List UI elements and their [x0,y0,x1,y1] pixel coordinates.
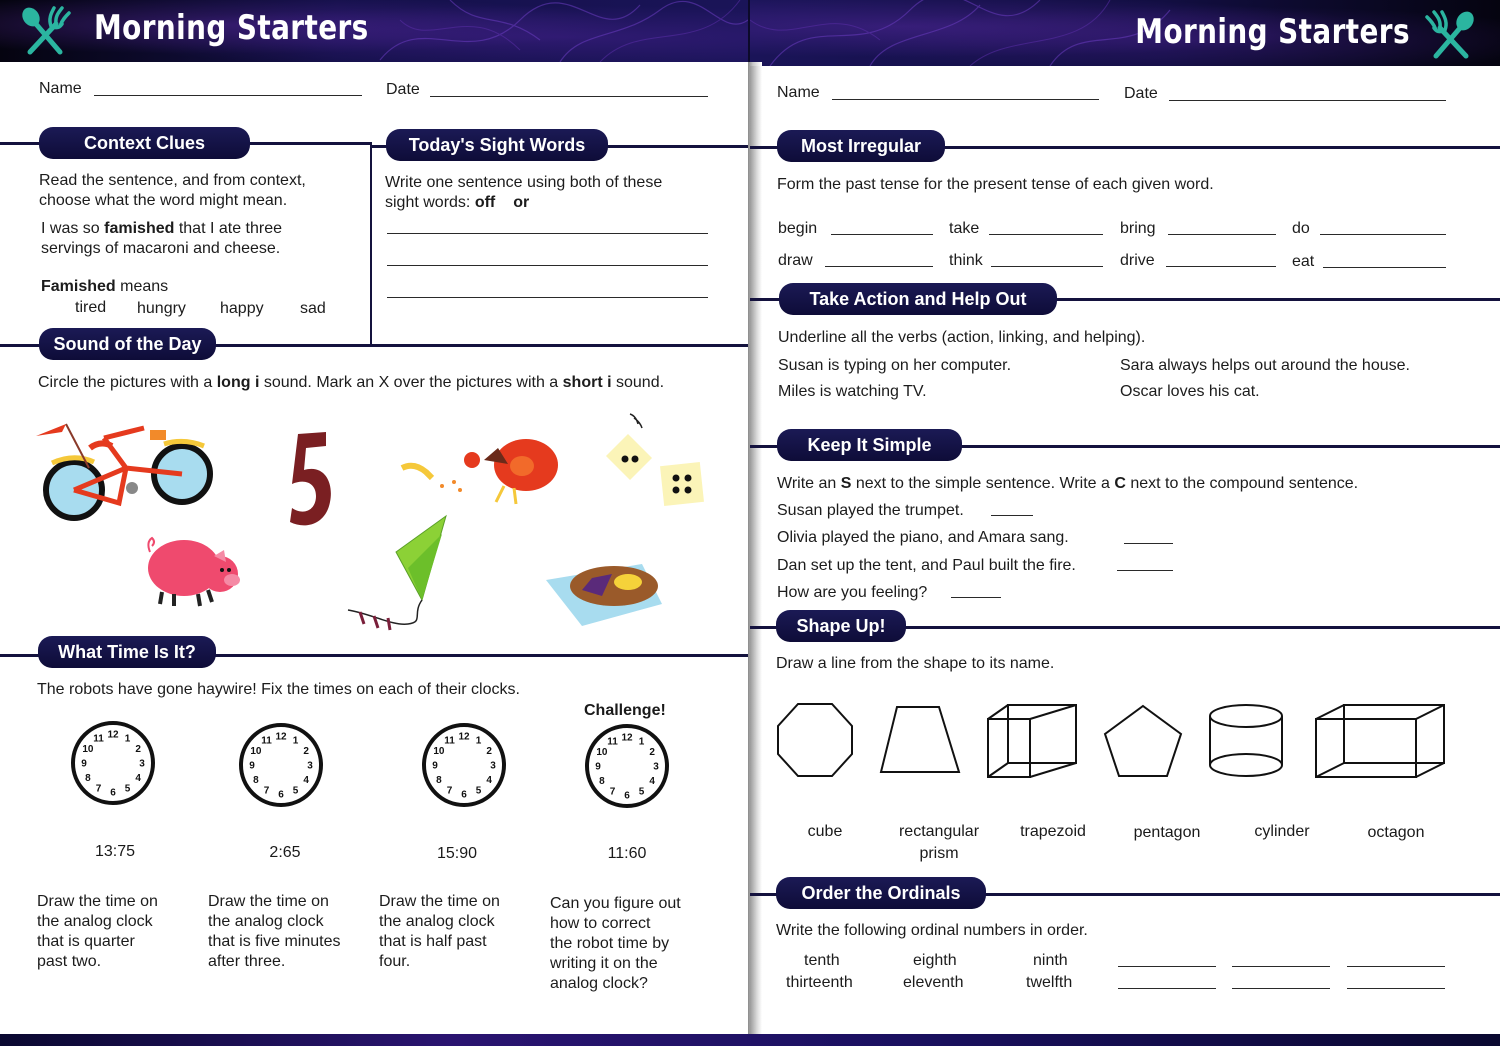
date-field[interactable] [430,96,708,97]
clock-numeral: 4 [303,775,309,786]
clock-numeral: 11 [93,733,104,745]
clock-numeral: 6 [110,787,116,799]
clock-numeral: 8 [599,776,605,787]
clock-numeral: 12 [275,731,287,743]
fork-spoon-icon [1424,8,1478,60]
ordinal-answer-2[interactable] [1232,966,1330,967]
word-bring: bring [1120,220,1156,237]
date-field-right[interactable] [1169,100,1446,101]
keep-simple-instruction: Write an S next to the simple sentence. Write a C next to the compound sentence. [777,475,1359,492]
shape-instruction: Draw a line from the shape to its name. [776,655,1055,672]
clock-numeral: 6 [461,789,467,801]
robot-time-1: 13:75 [94,843,136,860]
clock-desc-1: Draw the time on the analog clock that is quarter past two. [37,893,158,970]
sentence-simple-3: Dan set up the tent, and Paul built the fire. [777,557,1076,574]
clock-numeral: 7 [609,786,616,798]
ordinal-answer-6[interactable] [1347,988,1445,989]
answer-begin[interactable] [831,234,933,235]
clock-numeral: 5 [292,785,299,797]
ordinal-eighth: eighth [913,952,957,969]
robot-time-2: 2:65 [269,844,301,861]
sight-instruction-1: Write one sentence using both of these [385,174,663,191]
context-sentence-1: I was so famished that I ate three [41,220,283,237]
clock-numeral: 12 [458,731,470,743]
robot-time-4: 11:60 [607,845,647,862]
clock-numeral: 3 [307,760,313,772]
clock-numeral: 5 [124,783,131,795]
clock-numeral: 2 [135,744,141,755]
sound-instruction: Circle the pictures with a long i sound. Mark an X over the pictures with a short i sound. [38,374,665,391]
chicken-picture[interactable] [396,430,566,510]
context-instruction-2: choose what the word might mean. [39,192,288,209]
answer-draw[interactable] [825,266,933,267]
pig-picture[interactable] [142,534,242,610]
kite-picture[interactable] [342,514,452,632]
clock-numeral: 4 [649,776,655,787]
clock-numeral: 8 [436,775,442,786]
answer-sentence-3[interactable] [1117,570,1173,571]
rectangular-prism-shape[interactable] [1314,703,1446,779]
date-label: Date [386,81,420,98]
word-eat: eat [1292,253,1315,270]
section-title-keep-simple: Keep It Simple [777,429,962,461]
clock-desc-4: Can you figure out how to correct the robot time by writing it on the analog clock? [550,895,681,992]
clock-numeral: 7 [95,783,102,795]
footer-band [0,1034,1500,1046]
choice-hungry[interactable]: hungry [137,300,186,317]
word-think: think [949,252,983,269]
bike-picture[interactable] [34,418,214,526]
robot-time-3: 15:90 [436,845,478,862]
ordinal-answer-4[interactable] [1118,988,1216,989]
clock-numeral: 12 [621,732,633,744]
ordinal-answer-5[interactable] [1232,988,1330,989]
clock-numeral: 10 [596,747,608,758]
word-draw: draw [778,252,813,269]
ordinal-answer-3[interactable] [1347,966,1445,967]
challenge-label: Challenge! [584,702,666,719]
clock-desc-2: Draw the time on the analog clock that is five minutes after three. [208,893,341,970]
clock-numeral: 1 [124,733,131,745]
clock-numeral: 7 [446,785,453,797]
clock-numeral: 11 [261,735,272,747]
irregular-instruction: Form the past tense for the present tense of each given word. [777,176,1214,193]
number-five-picture[interactable] [284,430,334,530]
analog-clock-2[interactable] [238,722,324,808]
clock-numeral: 9 [81,758,87,770]
sight-answer-line-1[interactable] [387,233,708,234]
verb-sentence-3[interactable]: Sara always helps out around the house. [1120,357,1410,374]
clock-numeral: 10 [250,746,262,757]
clock-numeral: 10 [433,746,445,757]
pentagon-shape[interactable] [1103,704,1183,778]
header-band-right [750,0,1500,66]
clock-numeral: 11 [607,736,618,748]
ordinal-tenth: tenth [804,952,840,969]
sight-answer-line-2[interactable] [387,265,708,266]
dice-picture[interactable] [600,412,710,512]
name-field[interactable] [94,95,362,96]
answer-sentence-2[interactable] [1124,543,1173,544]
clock-numeral: 1 [638,736,645,748]
clock-numeral: 10 [82,744,94,755]
ordinals-instruction: Write the following ordinal numbers in order. [776,922,1088,939]
verb-sentence-2[interactable]: Miles is watching TV. [778,383,927,400]
clock-numeral: 11 [444,735,455,747]
cube-shape[interactable] [986,703,1078,779]
sight-answer-line-3[interactable] [387,297,708,298]
section-title-sound-of-day: Sound of the Day [39,328,216,360]
shape-name-pentagon[interactable]: pentagon [1133,824,1201,841]
shape-name-trapezoid[interactable]: trapezoid [1020,823,1086,840]
answer-take[interactable] [989,234,1103,235]
ordinal-eleventh: eleventh [903,974,964,991]
column-divider [370,142,372,344]
shape-name-cylinder[interactable]: cylinder [1254,823,1310,840]
ordinal-thirteenth: thirteenth [786,974,853,991]
date-label-right: Date [1124,85,1158,102]
context-sentence-2: servings of macaroni and cheese. [41,240,281,257]
answer-do[interactable] [1320,234,1446,235]
answer-sentence-1[interactable] [991,515,1033,516]
section-title-context-clues: Context Clues [39,127,250,159]
section-title-most-irregular: Most Irregular [777,130,945,162]
pie-picture[interactable] [542,560,666,630]
sentence-simple-2: Olivia played the piano, and Amara sang. [777,529,1069,546]
sentence-simple-4: How are you feeling? [777,584,928,601]
clock-numeral: 2 [649,747,655,758]
header-band-left [0,0,748,62]
octagon-shape[interactable] [776,702,854,778]
clock-numeral: 3 [653,761,659,773]
word-do: do [1292,220,1310,237]
section-title-take-action: Take Action and Help Out [779,283,1057,315]
clock-numeral: 3 [139,758,145,770]
choice-sad[interactable]: sad [300,300,326,317]
analog-clock-1[interactable] [70,720,156,806]
section-title-ordinals: Order the Ordinals [776,877,986,909]
clock-numeral: 6 [278,789,284,801]
ordinal-answer-1[interactable] [1118,966,1216,967]
time-instruction: The robots have gone haywire! Fix the times on each of their clocks. [37,681,520,698]
clock-numeral: 8 [85,773,91,784]
answer-eat[interactable] [1323,267,1446,268]
section-title-sight-words: Today's Sight Words [386,129,608,161]
shape-name-rectangular-prism[interactable]: rectangular prism [898,823,980,862]
answer-sentence-4[interactable] [951,597,1001,598]
choice-happy[interactable]: happy [220,300,264,317]
verb-sentence-4[interactable]: Oscar loves his cat. [1120,383,1260,400]
answer-bring[interactable] [1168,234,1276,235]
word-drive: drive [1120,252,1155,269]
word-begin: begin [778,220,818,237]
section-title-shape-up: Shape Up! [776,610,906,642]
clock-numeral: 3 [490,760,496,772]
header-title-left: Morning Starters [94,8,369,48]
answer-drive[interactable] [1166,266,1276,267]
choice-tired[interactable]: tired [75,299,107,316]
clock-numeral: 12 [107,729,119,741]
clock-numeral: 1 [292,735,299,747]
context-instruction-1: Read the sentence, and from context, [39,172,306,189]
verb-sentence-1[interactable]: Susan is typing on her computer. [778,357,1012,374]
clock-numeral: 9 [595,761,601,773]
cylinder-shape[interactable] [1207,703,1285,779]
ordinal-ninth: ninth [1033,952,1068,969]
clock-desc-3: Draw the time on the analog clock that is half past four. [379,893,500,970]
ordinal-twelfth: twelfth [1026,974,1073,991]
clock-numeral: 7 [263,785,270,797]
clock-numeral: 1 [475,735,482,747]
famished-means-label: Famished means [41,278,169,295]
name-field-right[interactable] [832,99,1099,100]
clock-numeral: 9 [432,760,438,772]
section-title-what-time: What Time Is It? [38,636,216,668]
clock-numeral: 5 [638,786,645,798]
clock-numeral: 2 [486,746,492,757]
analog-clock-4[interactable] [584,723,670,809]
analog-clock-3[interactable] [421,722,507,808]
clock-numeral: 4 [486,775,492,786]
sentence-simple-1: Susan played the trumpet. [777,502,964,519]
header-title-right: Morning Starters [1135,12,1410,52]
clock-numeral: 8 [253,775,259,786]
sight-instruction-2: sight words: off or [385,194,530,211]
name-label: Name [39,80,82,97]
shape-name-octagon[interactable]: octagon [1367,824,1425,841]
shape-name-cube[interactable]: cube [807,823,843,840]
word-take: take [949,220,980,237]
answer-think[interactable] [991,266,1103,267]
take-action-instruction: Underline all the verbs (action, linking, and helping). [778,329,1146,346]
fork-spoon-icon [18,4,72,56]
clock-numeral: 6 [624,790,630,802]
clock-numeral: 4 [135,773,141,784]
clock-numeral: 9 [249,760,255,772]
clock-numeral: 2 [303,746,309,757]
name-label-right: Name [777,84,820,101]
trapezoid-shape[interactable] [879,705,961,775]
clock-numeral: 5 [475,785,482,797]
